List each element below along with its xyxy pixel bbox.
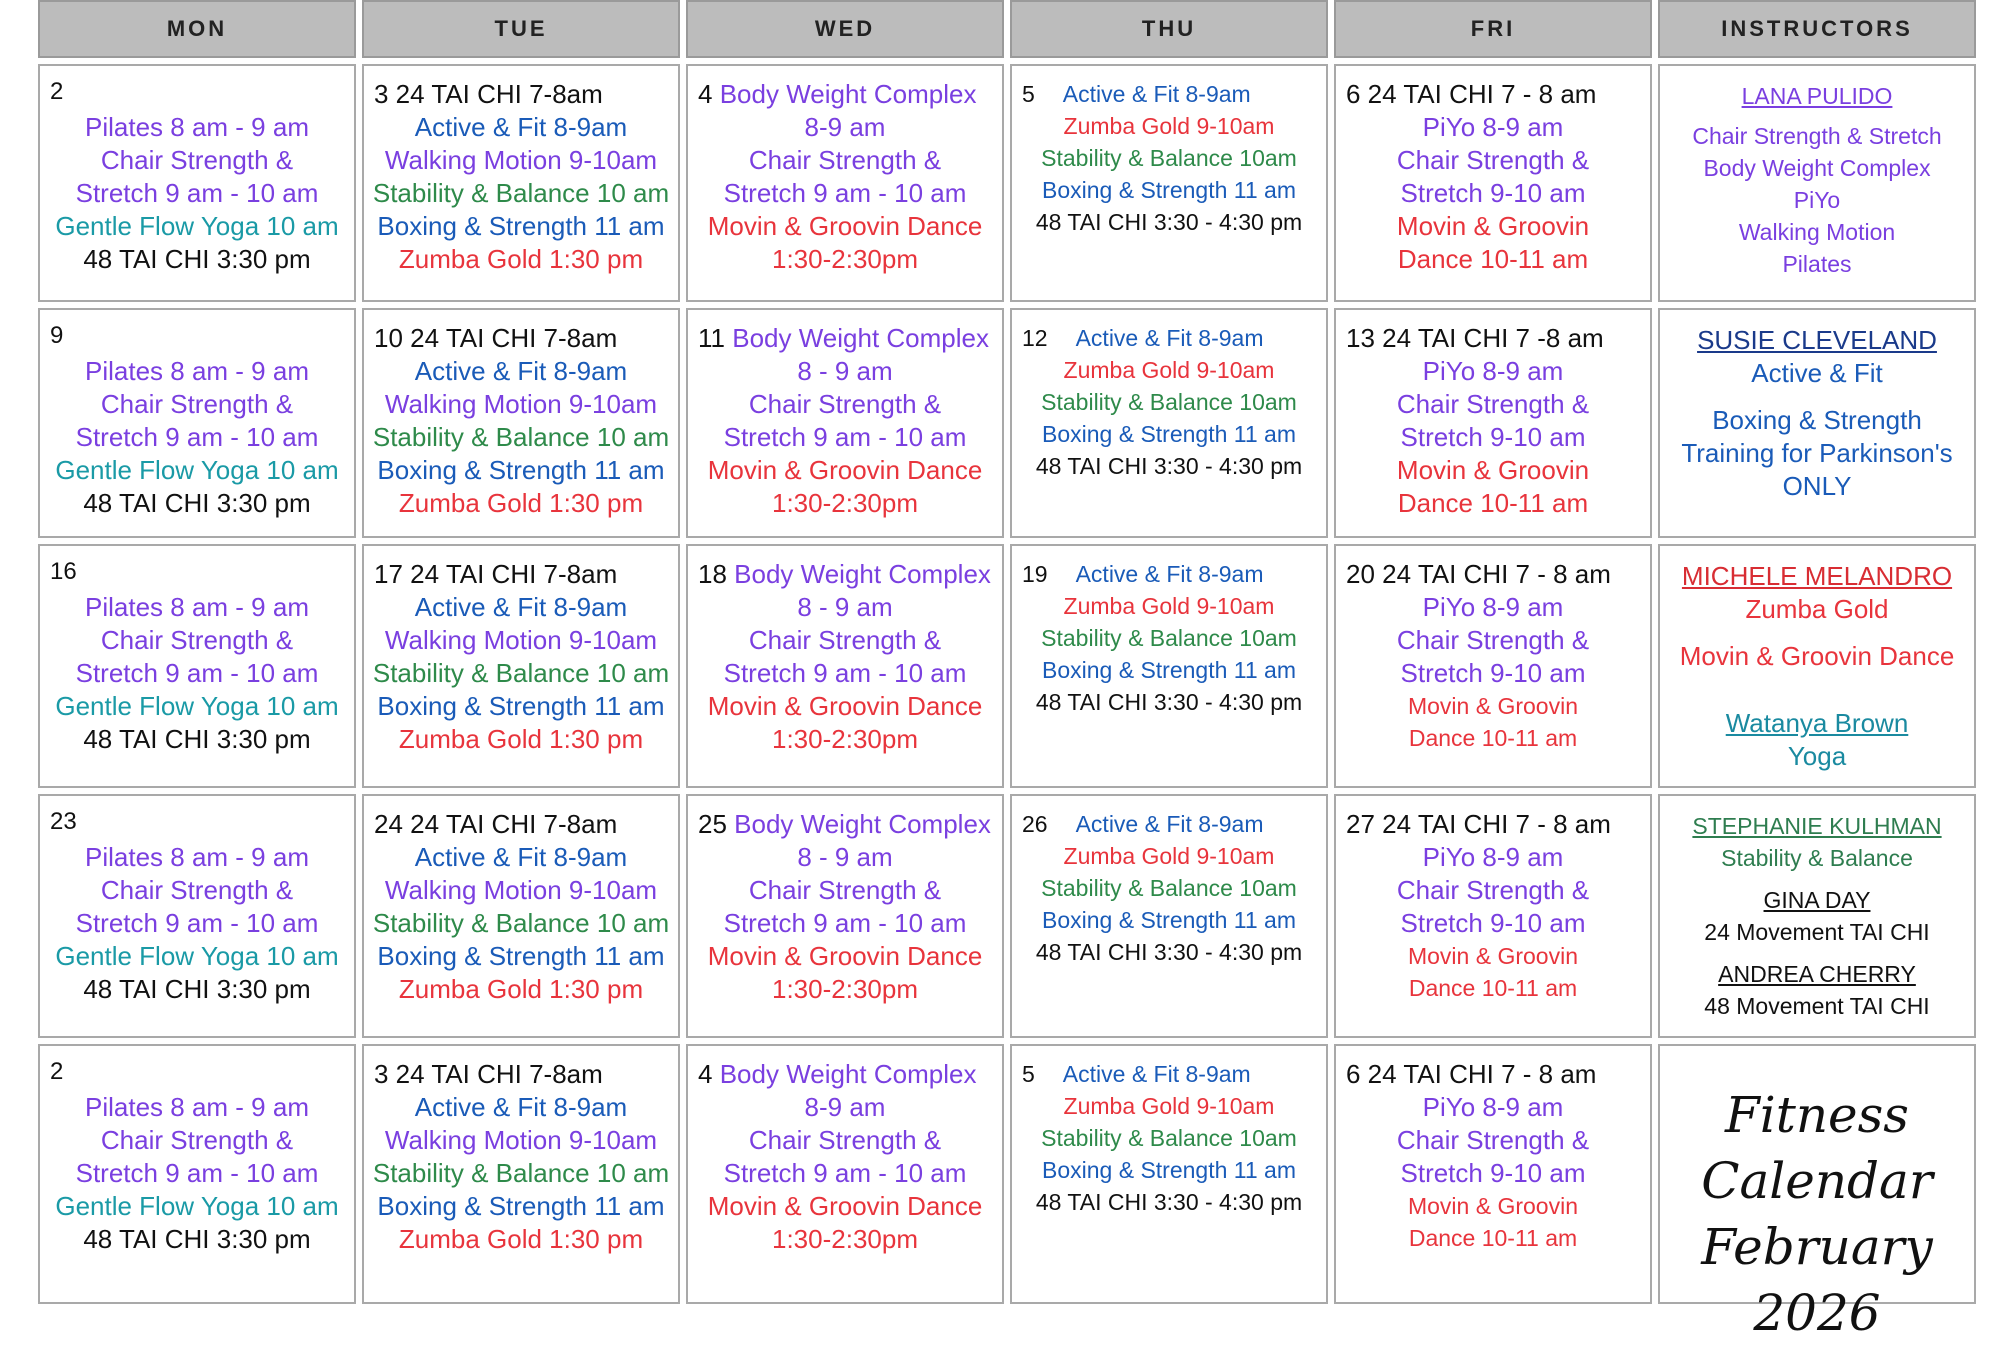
class-list [1336,1058,1650,1254]
class-entry: PiYo 8-9 am [1422,1092,1564,1122]
class-name: Body Weight Complex [732,323,989,353]
instructor-class: Walking Motion [1738,219,1896,245]
calendar-title-line: Calendar [1701,1152,1933,1210]
day-number: 2 [50,78,64,105]
day-cell-tue [362,544,680,788]
day-number: 23 [50,808,77,835]
day-number: 11 [698,323,725,353]
class-list [364,808,678,1006]
class-list [1336,322,1650,520]
class-entry: Chair Strength & [1396,875,1590,905]
class-entry: Zumba Gold 9-10am [1063,357,1275,383]
class-entry: Dance 10-11 am [1397,488,1589,518]
header-thu: THU [1010,0,1328,58]
instructor-class: Boxing & Strength [1712,405,1922,435]
class-entry [688,558,1002,591]
class-entry: 48 TAI CHI 3:30 - 4:30 pm [1035,689,1303,715]
day-cell-thu [1010,794,1328,1038]
class-entry: Stability & Balance 10 am [372,1158,670,1188]
day-cell-fri [1334,1044,1652,1304]
class-entry: Active & Fit 8-9am [414,356,628,386]
instructor-class: Training for Parkinson's [1681,438,1953,468]
class-entry: Stretch 9 am - 10 am [723,178,967,208]
class-entry: Active & Fit 8-9am [414,1092,628,1122]
class-name: Active & Fit 8-9am [1062,81,1251,107]
class-entry: Stability & Balance 10am [1041,1125,1297,1151]
day-number: 19 [1022,561,1048,587]
class-list [688,808,1002,1006]
class-entry: Zumba Gold 1:30 pm [398,488,644,518]
class-entry: 10 24 TAI CHI 7-8am [374,323,618,353]
class-entry: 1:30-2:30pm [772,724,918,754]
class-entry: Stretch 9 am - 10 am [723,908,967,938]
instructor-class: Active & Fit [1751,358,1883,388]
class-entry: Stability & Balance 10 am [372,658,670,688]
class-list [688,1058,1002,1256]
day-cell-wed [686,1044,1004,1304]
instructor-class: 24 Movement TAI CHI [1704,919,1930,945]
day-cell-mon [38,794,356,1038]
class-list [688,558,1002,756]
class-entry: 1:30-2:30pm [772,974,918,1004]
day-cell-wed [686,794,1004,1038]
class-list [364,322,678,520]
class-entry: Movin & Groovin Dance [707,1191,983,1221]
class-entry [1012,808,1326,840]
class-entry: Gentle Flow Yoga 10 am [55,1191,339,1221]
instructor-name: STEPHANIE KULHMAN [1692,813,1942,839]
day-number: 9 [50,322,64,349]
day-cell-wed [686,544,1004,788]
class-entry: 48 TAI CHI 3:30 - 4:30 pm [1035,1189,1303,1215]
class-entry: 3 24 TAI CHI 7-8am [374,1059,603,1089]
day-number: 4 [698,1059,713,1089]
class-name: Body Weight Complex [719,79,977,109]
class-entry: 20 24 TAI CHI 7 - 8 am [1346,559,1611,589]
class-entry: Boxing & Strength 11 am [1042,421,1296,447]
class-entry: Walking Motion 9-10am [384,625,658,655]
class-entry: Stability & Balance 10am [1041,389,1297,415]
class-entry: Stability & Balance 10 am [372,908,670,938]
class-name: Body Weight Complex [719,1059,977,1089]
class-entry: Boxing & Strength 11 am [377,941,665,971]
instructor-class: ONLY [1782,471,1852,501]
class-entry: Chair Strength & [100,145,294,175]
class-entry: Stability & Balance 10am [1041,625,1297,651]
day-cell-tue [362,308,680,538]
class-entry: 48 TAI CHI 3:30 pm [83,724,311,754]
class-entry: Chair Strength & [1396,625,1590,655]
class-entry: Chair Strength & [100,625,294,655]
class-entry: 1:30-2:30pm [772,488,918,518]
day-number: 5 [1022,81,1035,107]
class-entry: Stretch 9-10 am [1400,422,1586,452]
class-entry: Pilates 8 am - 9 am [85,592,309,622]
class-name: Active & Fit 8-9am [1062,1061,1251,1087]
class-list [364,78,678,276]
class-entry: Chair Strength & [1396,389,1590,419]
class-entry: Walking Motion 9-10am [384,145,658,175]
class-entry: Movin & Groovin [1407,943,1578,969]
class-entry: Chair Strength & [100,389,294,419]
day-cell-tue [362,794,680,1038]
class-entry: Stretch 9-10 am [1400,178,1586,208]
class-entry: Movin & Groovin Dance [707,455,983,485]
instructor-class: Yoga [1787,741,1847,771]
class-entry: Chair Strength & [1396,145,1590,175]
class-entry: Stretch 9 am - 10 am [75,658,319,688]
day-cell-thu [1010,544,1328,788]
class-name: Active & Fit 8-9am [1075,561,1264,587]
class-list [40,841,354,1006]
instructor-cell-3 [1658,544,1976,788]
class-list [1336,808,1650,1004]
class-entry: Pilates 8 am - 9 am [85,842,309,872]
class-entry: Zumba Gold 1:30 pm [398,244,644,274]
class-entry: Active & Fit 8-9am [414,112,628,142]
day-cell-fri [1334,794,1652,1038]
class-entry: Zumba Gold 1:30 pm [398,1224,644,1254]
class-entry: Walking Motion 9-10am [384,1125,658,1155]
class-list [1012,808,1326,968]
class-list [364,1058,678,1256]
class-entry: PiYo 8-9 am [1422,356,1564,386]
class-entry: Boxing & Strength 11 am [377,455,665,485]
class-list [1012,1058,1326,1218]
instructor-name: SUSIE CLEVELAND [1697,325,1937,355]
class-entry: Walking Motion 9-10am [384,875,658,905]
class-entry [688,808,1002,841]
class-entry: Pilates 8 am - 9 am [85,356,309,386]
class-entry: Movin & Groovin [1396,211,1590,241]
day-number: 5 [1022,1061,1035,1087]
class-list [1012,558,1326,718]
instructor-class: 48 Movement TAI CHI [1704,993,1930,1019]
day-cell-fri [1334,544,1652,788]
class-entry: 6 24 TAI CHI 7 - 8 am [1346,79,1597,109]
class-entry: Stretch 9 am - 10 am [75,422,319,452]
class-entry: 48 TAI CHI 3:30 pm [83,488,311,518]
class-entry: Stability & Balance 10 am [372,178,670,208]
class-entry: Pilates 8 am - 9 am [85,112,309,142]
class-entry: Stretch 9 am - 10 am [723,658,967,688]
class-entry: Chair Strength & [100,1125,294,1155]
class-entry [1012,558,1326,590]
class-entry [688,78,1002,111]
class-list [1336,558,1650,754]
class-list [364,558,678,756]
class-entry: Boxing & Strength 11 am [377,211,665,241]
class-name: Active & Fit 8-9am [1075,811,1264,837]
class-list [688,322,1002,520]
class-entry: Chair Strength & [748,1125,942,1155]
title-cell [1658,1044,1976,1342]
class-entry: 8 - 9 am [797,356,893,386]
class-entry: Pilates 8 am - 9 am [85,1092,309,1122]
class-entry: Gentle Flow Yoga 10 am [55,455,339,485]
class-name: Body Weight Complex [734,809,991,839]
day-number: 26 [1022,811,1048,837]
class-entry: Walking Motion 9-10am [384,389,658,419]
header-wed: WED [686,0,1004,58]
header-instructors: INSTRUCTORS [1658,0,1976,58]
day-number: 4 [698,79,713,109]
instructor-name: Watanya Brown [1725,708,1909,738]
instructor-cell-2 [1658,308,1976,538]
class-entry: 48 TAI CHI 3:30 - 4:30 pm [1035,453,1303,479]
instructor-cell-1 [1658,64,1976,302]
day-cell-wed [686,64,1004,302]
class-list [40,355,354,520]
class-entry: 48 TAI CHI 3:30 - 4:30 pm [1035,939,1303,965]
class-entry: Gentle Flow Yoga 10 am [55,211,339,241]
day-cell-mon [38,1044,356,1304]
day-cell-tue [362,64,680,302]
day-cell-fri [1334,64,1652,302]
class-entry: Zumba Gold 9-10am [1063,1093,1275,1119]
day-cell-thu [1010,308,1328,538]
class-entry: 48 TAI CHI 3:30 pm [83,1224,311,1254]
class-entry: Dance 10-11 am [1408,975,1578,1001]
class-list [1012,322,1326,482]
instructor-class: Chair Strength & Stretch [1692,123,1942,149]
day-cell-wed [686,308,1004,538]
class-entry: 6 24 TAI CHI 7 - 8 am [1346,1059,1597,1089]
class-entry: Stability & Balance 10am [1041,875,1297,901]
class-entry: Stretch 9-10 am [1400,1158,1586,1188]
class-entry: 8 - 9 am [797,842,893,872]
class-list [40,591,354,756]
class-entry [1012,322,1326,354]
class-entry: 48 TAI CHI 3:30 pm [83,244,311,274]
instructor-class: Movin & Groovin Dance [1679,641,1955,671]
class-entry: Gentle Flow Yoga 10 am [55,941,339,971]
class-entry: Dance 10-11 am [1408,725,1578,751]
instructor-name: GINA DAY [1763,887,1871,913]
class-entry: Zumba Gold 1:30 pm [398,724,644,754]
day-cell-tue [362,1044,680,1304]
class-entry [688,1058,1002,1091]
instructor-name: ANDREA CHERRY [1718,961,1916,987]
instructor-name: LANA PULIDO [1741,83,1893,109]
class-entry: Boxing & Strength 11 am [377,1191,665,1221]
class-entry: PiYo 8-9 am [1422,592,1564,622]
header-fri: FRI [1334,0,1652,58]
day-cell-fri [1334,308,1652,538]
class-entry: 48 TAI CHI 3:30 pm [83,974,311,1004]
instructor-class: PiYo [1793,187,1841,213]
class-entry: Movin & Groovin [1407,693,1578,719]
class-entry: Stability & Balance 10am [1041,145,1297,171]
class-list [40,1091,354,1256]
class-entry: Chair Strength & [748,625,942,655]
class-entry: Stretch 9-10 am [1400,908,1586,938]
class-entry: PiYo 8-9 am [1422,112,1564,142]
class-entry: Boxing & Strength 11 am [1042,1157,1296,1183]
class-entry: Movin & Groovin Dance [707,211,983,241]
instructor-class: Body Weight Complex [1703,155,1931,181]
class-entry: Boxing & Strength 11 am [1042,907,1296,933]
day-cell-thu [1010,64,1328,302]
class-entry: Stretch 9 am - 10 am [75,1158,319,1188]
class-entry: 8-9 am [804,1092,886,1122]
day-number: 2 [50,1058,64,1085]
class-entry [1012,1058,1326,1090]
class-name: Active & Fit 8-9am [1075,325,1264,351]
instructor-name: MICHELE MELANDRO [1681,561,1953,591]
class-entry: Zumba Gold 9-10am [1063,113,1275,139]
class-entry: Boxing & Strength 11 am [377,691,665,721]
class-entry: 27 24 TAI CHI 7 - 8 am [1346,809,1611,839]
class-entry: Chair Strength & [748,389,942,419]
class-entry: 8-9 am [804,112,886,142]
class-name: Body Weight Complex [734,559,991,589]
class-entry: 17 24 TAI CHI 7-8am [374,559,618,589]
class-entry: Stability & Balance 10 am [372,422,670,452]
class-entry: 24 24 TAI CHI 7-8am [374,809,618,839]
day-number: 16 [50,558,77,585]
class-entry: Gentle Flow Yoga 10 am [55,691,339,721]
class-entry: PiYo 8-9 am [1422,842,1564,872]
class-entry: Zumba Gold 1:30 pm [398,974,644,1004]
class-entry: Active & Fit 8-9am [414,592,628,622]
instructor-class: Stability & Balance [1721,845,1913,871]
class-entry: Stretch 9 am - 10 am [75,908,319,938]
class-entry: Movin & Groovin Dance [707,941,983,971]
class-entry: 1:30-2:30pm [772,244,918,274]
class-entry: Boxing & Strength 11 am [1042,177,1296,203]
class-entry: Chair Strength & [748,875,942,905]
instructor-class: Zumba Gold [1745,594,1889,624]
header-tue: TUE [362,0,680,58]
day-number: 12 [1022,325,1048,351]
class-entry: Chair Strength & [100,875,294,905]
class-entry: Chair Strength & [1396,1125,1590,1155]
class-list [1012,78,1326,238]
class-list [1336,78,1650,276]
class-entry: Stretch 9 am - 10 am [75,178,319,208]
class-entry: Stretch 9 am - 10 am [723,422,967,452]
class-entry: Active & Fit 8-9am [414,842,628,872]
calendar-title-line: Fitness [1725,1086,1909,1144]
class-entry: Stretch 9 am - 10 am [723,1158,967,1188]
day-cell-mon [38,308,356,538]
day-cell-thu [1010,1044,1328,1304]
class-entry: 13 24 TAI CHI 7 -8 am [1346,323,1604,353]
class-entry: 3 24 TAI CHI 7-8am [374,79,603,109]
class-entry: Stretch 9-10 am [1400,658,1586,688]
class-entry: Chair Strength & [748,145,942,175]
class-list [40,111,354,276]
class-entry: Movin & Groovin [1396,455,1590,485]
class-entry: Boxing & Strength 11 am [1042,657,1296,683]
calendar-title-line: February 2026 [1701,1218,1933,1342]
class-entry: Dance 10-11 am [1397,244,1589,274]
class-entry [688,322,1002,355]
class-entry: Dance 10-11 am [1408,1225,1578,1251]
class-entry: 8 - 9 am [797,592,893,622]
class-entry: Zumba Gold 9-10am [1063,843,1275,869]
day-number: 18 [698,559,727,589]
day-number: 25 [698,809,727,839]
day-cell-mon [38,544,356,788]
class-entry: Movin & Groovin [1407,1193,1578,1219]
class-entry [1012,78,1326,110]
class-entry: Zumba Gold 9-10am [1063,593,1275,619]
class-entry: Movin & Groovin Dance [707,691,983,721]
instructor-cell-4 [1658,794,1976,1038]
class-entry: 48 TAI CHI 3:30 - 4:30 pm [1035,209,1303,235]
class-entry: 1:30-2:30pm [772,1224,918,1254]
day-cell-mon [38,64,356,302]
instructor-class: Pilates [1782,251,1852,277]
header-mon: MON [38,0,356,58]
class-list [688,78,1002,276]
